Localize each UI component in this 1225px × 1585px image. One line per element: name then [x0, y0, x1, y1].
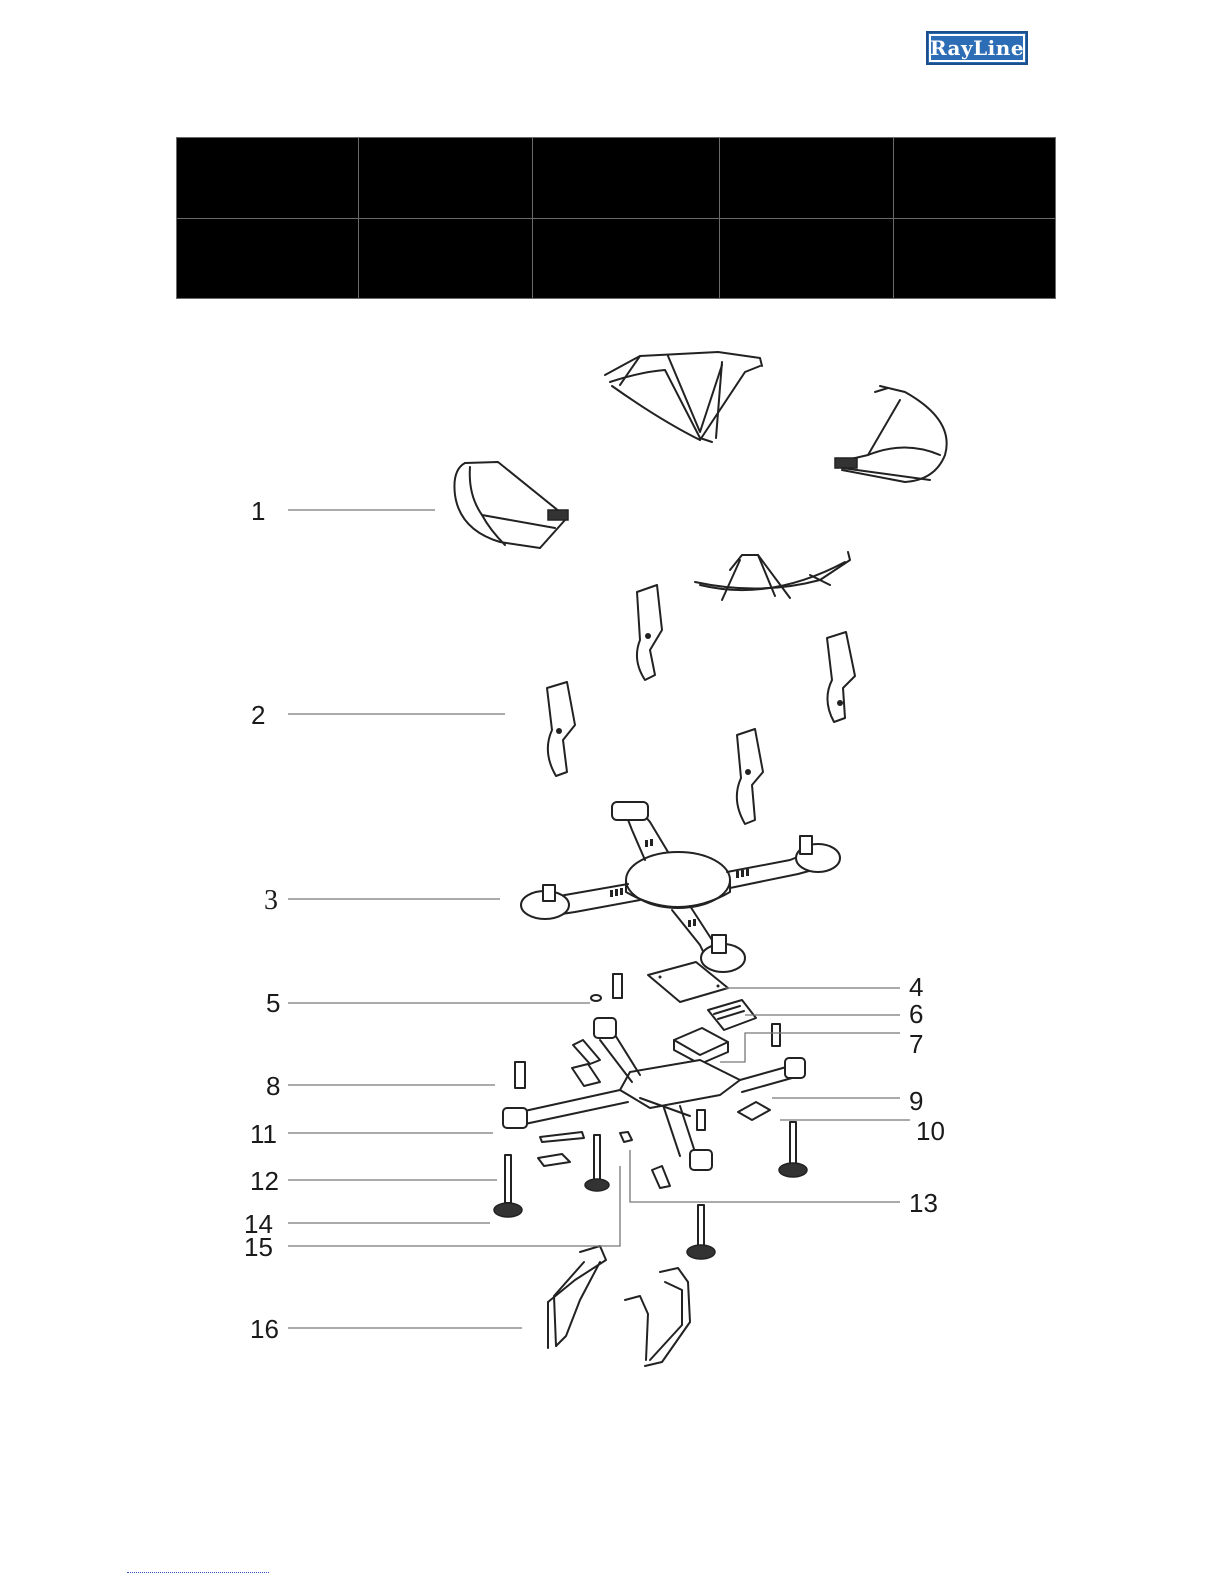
propeller-guard-left: [454, 462, 568, 548]
table-row: [177, 138, 1056, 219]
logo-text: RayLine: [929, 36, 1025, 60]
callout-13: 13: [909, 1188, 938, 1218]
callout-5: 5: [266, 988, 281, 1018]
callout-16: 16: [250, 1314, 279, 1344]
battery-pack: [674, 1028, 728, 1064]
callout-15: 15: [244, 1232, 273, 1262]
propeller-guard-top: [605, 352, 762, 442]
callout-4: 4: [909, 972, 924, 1002]
bottom-frame: [503, 1018, 805, 1170]
footer-link-underline[interactable]: [127, 1572, 269, 1574]
table-cell: [719, 138, 893, 219]
parts-header-table: [176, 137, 1056, 299]
callout-6: 6: [909, 999, 924, 1029]
exploded-parts-diagram: [0, 330, 1225, 1410]
table-cell: [359, 138, 533, 219]
table-cell: [893, 218, 1055, 299]
callout-11: 11: [250, 1119, 277, 1149]
table-cell: [719, 218, 893, 299]
table-row: [177, 218, 1056, 299]
callout-14: 14: [244, 1209, 273, 1239]
landing-gear: [548, 1246, 690, 1366]
callout-7: 7: [909, 1029, 924, 1059]
callout-8: 8: [266, 1071, 281, 1101]
table-cell: [177, 218, 359, 299]
callout-2: 2: [251, 700, 266, 730]
rayline-logo: [926, 31, 1028, 65]
table-cell: [893, 138, 1055, 219]
callout-1: 1: [251, 496, 266, 526]
propeller-guard-bottom: [695, 552, 850, 600]
table-cell: [177, 138, 359, 219]
callout-12: 12: [250, 1166, 279, 1196]
top-body-shell: [521, 802, 840, 972]
callout-3: 3: [264, 885, 278, 916]
standoff-5: [591, 974, 622, 1001]
table-cell: [533, 218, 719, 299]
table-cell: [359, 218, 533, 299]
callout-9: 9: [909, 1086, 924, 1116]
foot-pads: [494, 1163, 807, 1259]
propeller-blade-1: [637, 585, 662, 680]
propeller-blade-4: [737, 729, 763, 824]
propeller-guard-right: [835, 386, 947, 482]
propeller-blade-2: [827, 632, 855, 722]
table-cell: [533, 138, 719, 219]
callout-10: 10: [916, 1116, 945, 1146]
propeller-blade-3: [547, 682, 575, 776]
